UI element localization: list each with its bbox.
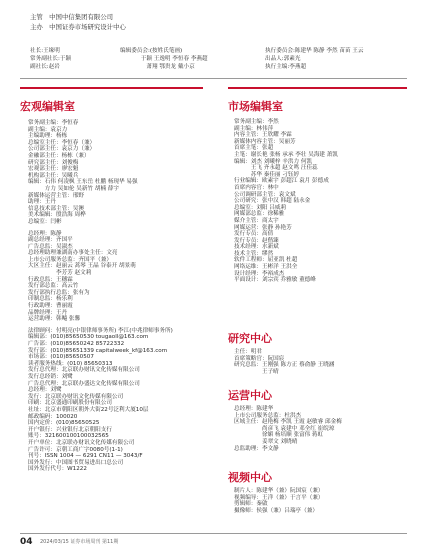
staff-line: 方力 吴如伦 吴新竹 胡楠 薛宇 [28,185,120,192]
staff-line: 制片人：陈建华（兼）阮国宸（兼） [234,488,324,494]
executive-committee: 执行委员会:陈建华 陈静 李然 苗苗 王云 [265,48,364,54]
editorial-committee-row1: 于颖 王逸明 李恒春 李燕超 [124,56,208,62]
staff-line: 李芳芳 赵文莉 [28,270,92,277]
footer-divider [20,533,407,534]
executive-editor: 执行主编:李燕超 [265,64,307,70]
staff-line: 行业编辑：欧素宇 彭超江 袁月 彭德成 [234,178,329,185]
staff-line: 信息技术部主管：吴澳 [28,205,84,212]
staff-line: 网络运维：王彬洋 王洪全 [234,264,298,271]
staff-line: 法律顾问：付明亮(中银律师事务所) 李江(中兆律师事务所) [28,327,173,334]
staff-line: 总编室：闫彬 [28,218,62,225]
executive-vice-president: 常务副社长:于颖 [30,56,72,62]
staff-line: 内容主管：王欣耀 李霖 [234,132,292,139]
staff-line: 视频编导：王洋（兼）于言平（兼） [234,494,324,501]
staff-line: 机构部主任：吴曦兵 [28,172,79,179]
publisher-host: 主办 中国证券市场研究设计中心 [30,23,126,31]
staff-line: 发行总经销：刘鹭 [28,373,73,380]
staff-line: 行政助理：曹丽霞 [28,303,73,310]
staff-line: 首席策略官：阮国宸 [234,355,285,362]
staff-line: 社址：北京市朝阳区朝外大街22号泛利大厦10层 [28,406,149,413]
staff-line: 主笔：谢长艳 张杨 承承 李壮 吴海建 萧凯 [234,151,338,158]
staff-line: 网媒部总监：徐稀雅 [234,211,285,218]
producer: 出品人:郭素光 [265,56,301,62]
staff-line: 上市公司服务总监：齐国平（兼） [28,256,112,263]
staff-line: 印刷：北京盛通印刷股份有限公司 [28,400,112,407]
left-section-rule [20,87,203,89]
staff-line: 宏观部主任：廖宏魁 [28,166,79,173]
staff-line: 编辑：刘杰 刘曦梓 辛洪力 何凯 [234,158,313,165]
staff-line: 常务副主编：李然 [234,119,279,125]
staff-line: 技术经理：水新斌 [234,244,279,251]
staff-line: 常务副主编：李恒春 [28,120,79,126]
staff-line: 总经理：陈建华 [234,406,274,412]
staff-line: 上市公司服务总监：杜洪杰 [234,412,302,419]
staff-line: 印制总监：杨乐利 [28,296,73,303]
staff-line: 剪辑师：秦啟 [234,501,268,508]
staff-line: 总经理助理兼湖南办事处主任：文亮 [28,250,118,257]
staff-line: 美术编辑：殷浩海 周桦 [28,212,86,219]
staff-line: 尚彦飞 袁建中 邓全红 崔皖琼 [234,425,335,432]
staff-line: 总经理：刘鹭 [28,387,62,394]
video-center-heading: 视频中心 [228,471,272,484]
staff-line: 徐媚 杨培顺 张富伟 蒋虹 [234,432,324,439]
staff-line: 邮政编码：100020 [28,413,78,420]
staff-line: 王子晴 [234,368,279,375]
staff-line: 公司调研部主管：袁文斌 [234,191,296,198]
staff-line: 总编室：刘阳 吕威莉 [234,204,287,211]
staff-line: 软件工程师：屈亚凯 杜超 [234,257,298,264]
staff-line: 苏华 秦佳丽 刁钰婷 [234,171,300,178]
staff-line: 广告许可：京朝工商广字0080号(1-1) [28,446,123,453]
staff-line: 账号：321600100100032565 [28,433,109,440]
staff-line: 市场部：(010)85650507 [28,354,94,361]
staff-line: 总经理：陈静 [28,230,62,237]
staff-line: 金融部主任：杨栋（兼） [28,152,90,159]
staff-line: 国外发行：中国图书贸易进出口总公司 [28,459,124,466]
staff-line: 主任：明君 [234,349,262,355]
staff-line: 大区主任：赵丽云 蒿琴 王晶 谷泰开 胡景萌 [28,263,136,270]
staff-line: 公司部主任：袁京力（兼） [28,146,96,153]
staff-line: 公司研究：张中汉 韩超 陆永金 [234,198,311,205]
staff-line: 广告总监：吴淑杰 [28,243,73,250]
page-number: 04 [20,537,33,547]
staff-line: 广告部：(010)85650242 85722332 [28,341,125,347]
video-center-staff-list [234,488,324,514]
staff-line: 媒介主管：商太宇 [234,217,279,224]
staff-line: 国外发行代号：W1222 [28,466,87,473]
operations-center-staff-list [234,406,342,452]
editorial-committee-label: 编辑委员会:(按姓氏笔画) [120,48,183,54]
header-divider [20,78,407,79]
staff-line: 首席主笔：张超 [234,145,274,152]
staff-line: 行政总监：王穗霖 [28,276,73,283]
staff-line: 发行部：(010)85651339 capitalweek_kf@163.com [28,347,168,354]
president: 社长:王缘明 [30,48,60,54]
staff-line: 运营助理：韩飚 张馨 [28,316,81,323]
publisher-supervisor: 主管 中国中信集团有限公司 [30,13,114,21]
staff-line: 摄像师：侯强（兼）吕瑞亭（兼） [234,507,318,514]
staff-line: 区域主任：赵艳梅 李凯 王霞 赵敏睿 邱金梅 [234,419,342,426]
staff-line: 读者服务热线：(010) 85650313 [28,360,113,367]
staff-line: 品牌经理：王丹 [28,309,68,316]
staff-line: 网媒运营：张静 孙艳芳 [234,224,292,231]
staff-line: 广告总代理：北京联办盛达文化传媒有限公司 [28,380,140,387]
staff-line: 王飞 齐永超 赵文鸣 汪佳蕊 [234,165,318,172]
staff-line: 技术主管：缪然 [234,250,274,257]
staff-line: 发行专员：高倩 [234,231,274,238]
operations-center-heading: 运营中心 [228,389,272,402]
staff-line: 编辑部：(010)85650530 tougaoll@163.com [28,334,149,341]
staff-line: 发行：北京联办财讯文化传媒有限公司 [28,393,124,400]
staff-line: 研究部主任：刘俊梅 [28,159,79,166]
staff-line: 设计经理：李裕成杰 [234,270,285,277]
staff-line: 平面设计：刘宗宾 乔雅敏 董德峰 [234,277,316,284]
staff-line: 编辑：石伟 何凌枫 王东岳 杜鹏 杨现华 易强 [28,179,138,186]
staff-line: 新媒体内容主管：吴丽芳 [234,138,296,145]
staff-line: 国内定价：(010)85650525 [28,420,100,427]
staff-line: 研究总监：王刚强 陈方正 蔡俞静 王晓涵 [234,362,335,369]
staff-line: 发行总代理：北京联办财讯文化传媒有限公司 [28,367,140,374]
staff-line: 总编室主任：李恒春（兼） [28,139,96,146]
market-desk-heading: 市场编辑室 [228,100,283,113]
editorial-committee-row2: 萧翔 鄂贵龙 戴小京 [124,64,195,70]
staff-line: 副总经理：齐国平 [28,237,73,244]
right-section-rule [228,87,407,89]
staff-line: 发行部执行总监：张有为 [28,289,90,296]
macro-desk-staff-list [28,120,173,473]
staff-line: 主编助理：杨栋 [28,133,68,140]
macro-desk-heading: 宏观编辑室 [20,100,75,113]
staff-line: 开户单位：北京联办财讯文化传媒有限公司 [28,439,135,446]
market-desk-staff-list [234,119,338,284]
staff-line: 发行部总监：高云竹 [28,283,79,290]
research-center-staff-list [234,349,334,375]
staff-line: 刊号：ISSN 1004 — 6291 CN11 — 3043/F [28,453,143,460]
research-center-heading: 研究中心 [228,332,272,345]
staff-line: 副主编：袁京力 [28,126,68,133]
vice-president: 副社长:赵岩 [30,64,60,70]
staff-line: 开户银行：兴业银行北京朝阳支行 [28,426,112,433]
staff-line: 总监助理：李文静 [234,445,279,452]
staff-line: 姜翠文 刘晓晴 [234,438,298,445]
issue-info: 2024/03/15 证券市场周刊 第11期 [40,539,119,545]
staff-line: 首席内容官：林中 [234,184,279,191]
staff-line: 新媒体运营主管：邢野 [28,192,84,199]
staff-line: 副主编：林伟萍 [234,125,274,132]
staff-line: 发行专员：赵偕臻 [234,237,279,244]
staff-line: 助理：王丹 [28,199,56,206]
